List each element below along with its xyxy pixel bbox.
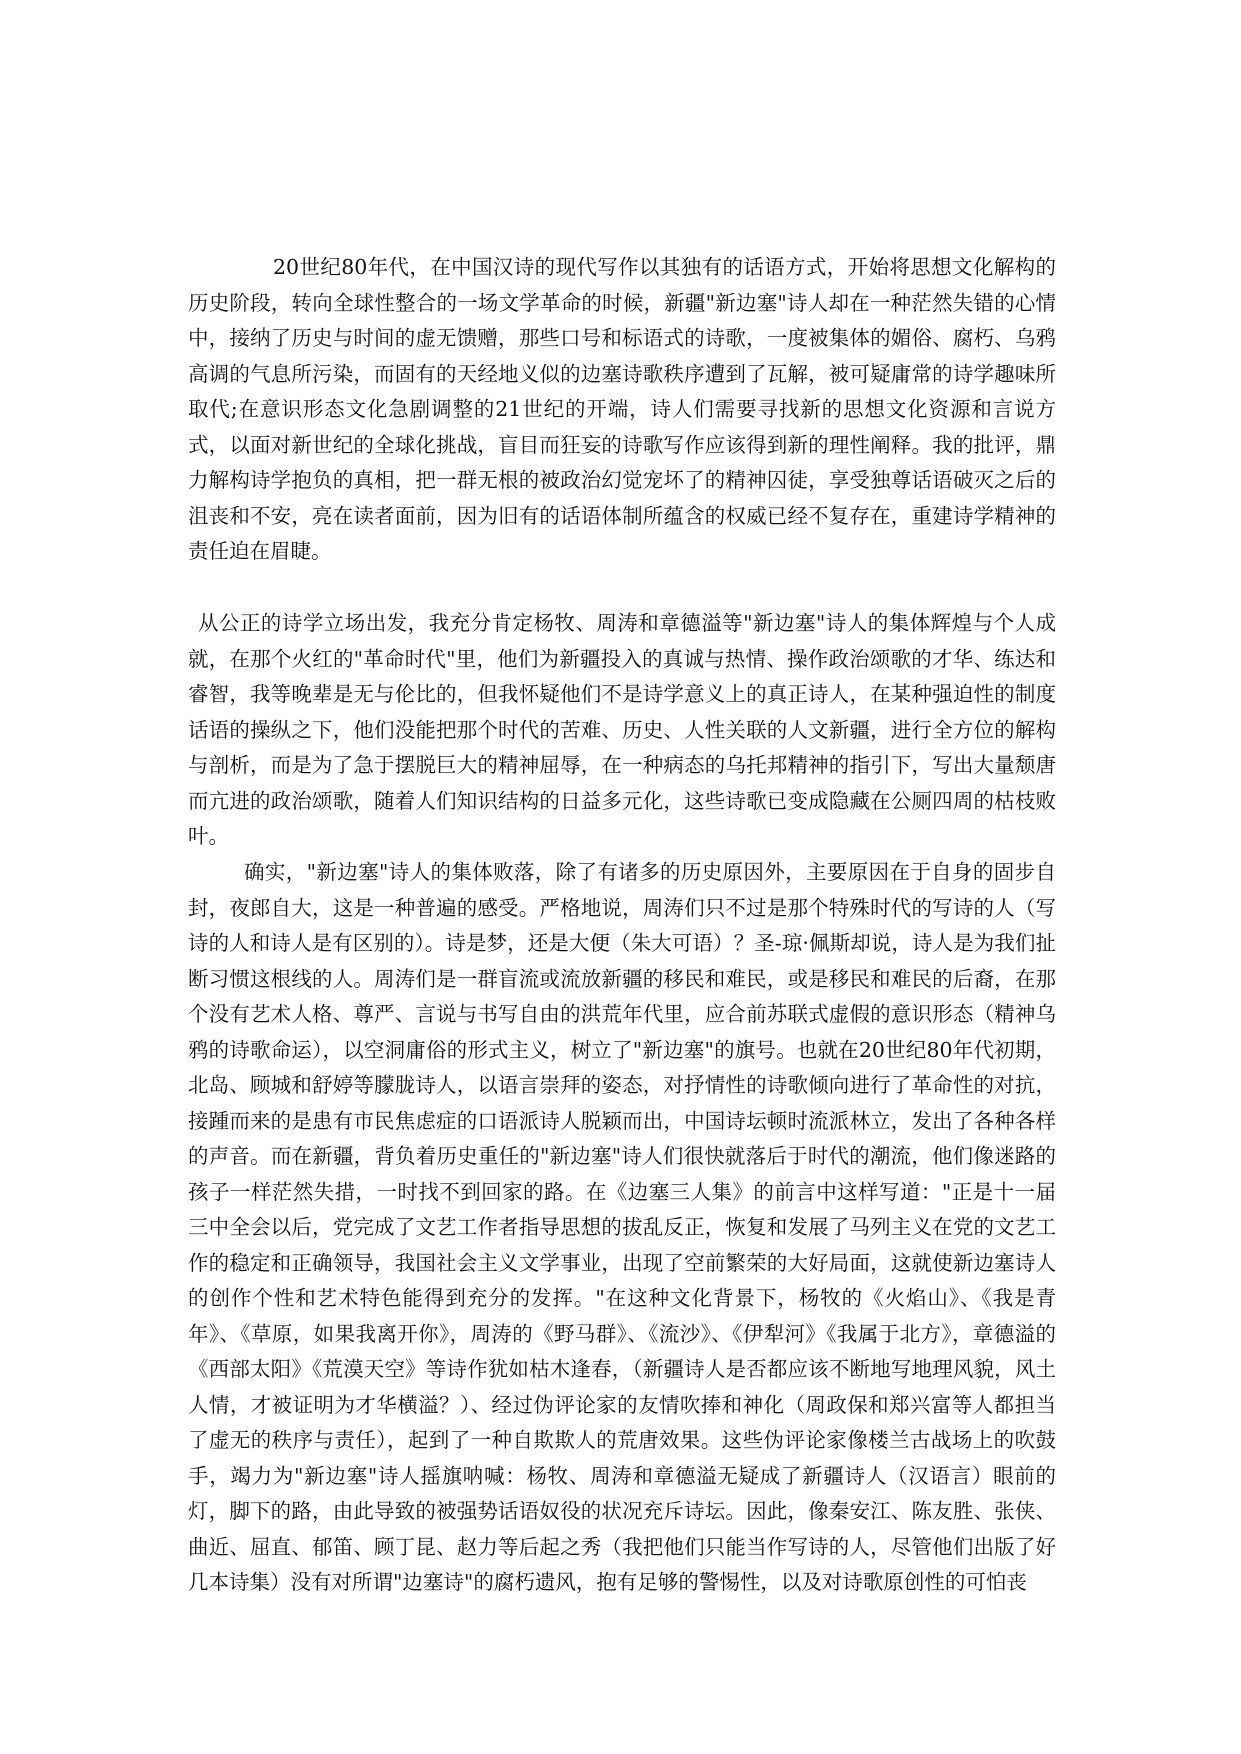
paragraph-analysis: 确实，"新边塞"诗人的集体败落，除了有诸多的历史原因外，主要原因在于自身的固步自封，夜郎自大，这是一种普遍的感受。严格地说，周涛们只不过是那个特殊时代的写诗的人（写诗的人和诗人是有区别的）。诗是梦，还是大便（朱大可语）？圣-琼·佩斯却说，诗人是为我们扯断习惯这根线的人。周涛们是一群盲流或流放新疆的移民和难民，或是移民和难民的后裔，在那个没有艺术人格、尊严、言说与书写自由的洪荒年代里，应合前苏联式虚假的意识形态（精神乌鸦的诗歌命运），以空洞庸俗的形式主义，树立了"新边塞"的旗号。也就在20世纪80年代初期，北岛、顾城和舒婷等朦胧诗人，以语言崇拜的姿态，对抒情性的诗歌倾向进行了革命性的对抗，接踵而来的是患有市民焦虑症的口语派诗人脱颖而出，中国诗坛顿时流派林立，发出了各种各样的声音。而在新疆，背负着历史重任的"新边塞"诗人们很快就落后于时代的潮流，他们像迷路的孩子一样茫然失措，一时找不到回家的路。在《边塞三人集》的前言中这样写道："正是十一届三中全会以后，党完成了文艺工作者指导思想的拔乱反正，恢复和发展了马列主义在党的文艺工作的稳定和正确领导，我国社会主义文学事业，出现了空前繁荣的大好局面，这就使新边塞诗人的创作个性和艺术特色能得到充分的发挥。"在这种文化背景下，杨牧的《火焰山》、《我是青年》、《草原，如果我离开你》，周涛的《野马群》、《流沙》、《伊犁河》《我属于北方》，章德溢的《西部太阳》《荒漠天空》等诗作犹如枯木逢春，（新疆诗人是否都应该不断地写地理风貌，风土人情，才被证明为才华横溢？）、经过伪评论家的友情吹捧和神化（周政保和郑兴富等人都担当了虚无的秩序与责任），起到了一种自欺欺人的荒唐效果。这些伪评论家像楼兰古战场上的吹鼓手，竭力为"新边塞"诗人摇旗呐喊：杨牧、周涛和章德溢无疑成了新疆诗人（汉语言）眼前的灯，脚下的路，由此导致的被强势话语奴役的状况充斥诗坛。因此，像秦安江、陈友胜、张侠、曲近、屈直、郁笛、顾丁昆、赵力等后起之秀（我把他们只能当作写诗的人，尽管他们出版了好几本诗集）没有对所谓"边塞诗"的腐朽遗风，抱有足够的警惕性，以及对诗歌原创性的可怕丧 [188, 860, 1056, 1594]
paragraph-critique: 从公正的诗学立场出发，我充分肯定杨牧、周涛和章德溢等"新边塞"诗人的集体辉煌与个人成就，在那个火红的"革命时代"里，他们为新疆投入的真诚与热情、操作政治颂歌的才华、练达和睿智，我等晚辈是无与伦比的，但我怀疑他们不是诗学意义上的真正诗人，在某种强迫性的制度话语的操纵之下，他们没能把那个时代的苦难、历史、人性关联的人文新疆，进行全方位的解构与剖析，而是为了急于摆脱巨大的精神屈辱，在一种病态的乌托邦精神的指引下，写出大量颓唐而亢进的政治颂歌，随着人们知识结构的日益多元化，这些诗歌已变成隐藏在公厕四周的枯枝败叶。 [188, 611, 1056, 848]
paragraph-intro: 20世纪80年代，在中国汉诗的现代写作以其独有的话语方式，开始将思想文化解构的历史阶段，转向全球性整合的一场文学革命的时候，新疆"新边塞"诗人却在一种茫然失错的心情中，接纳了历史与时间的虚无馈赠，那些口号和标语式的诗歌，一度被集体的媚俗、腐朽、乌鸦高调的气息所污染，而固有的天经地义似的边塞诗歌秩序遭到了瓦解，被可疑庸常的诗学趣味所取代;在意识形态文化急剧调整的21世纪的开端，诗人们需要寻找新的思想文化资源和言说方式，以面对新世纪的全球化挑战，盲目而狂妄的诗歌写作应该得到新的理性阐释。我的批评，鼎力解构诗学抱负的真相，把一群无根的被政治幻觉宠坏了的精神囚徒，享受独尊话语破灭之后的沮丧和不安，亮在读者面前，因为旧有的话语体制所蕴含的权威已经不复存在，重建诗学精神的责任迫在眉睫。 [188, 255, 1056, 563]
